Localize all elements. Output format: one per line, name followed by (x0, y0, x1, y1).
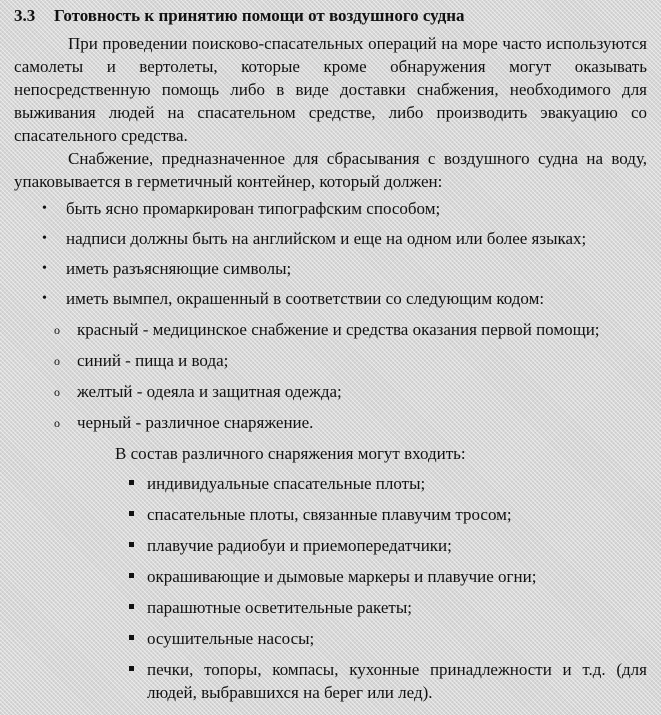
square-bullet-icon (129, 480, 134, 485)
list-item (14, 503, 647, 526)
circle-marker: o (54, 323, 60, 337)
list-item (14, 472, 647, 495)
section-heading (14, 4, 647, 27)
list-item (14, 411, 647, 434)
bullet-marker: • (42, 231, 47, 246)
equipment-list (14, 472, 647, 704)
list-item-text: индивидуальные спасательные плоты; (147, 474, 426, 493)
list-item-text: плавучие радиобуи и приемопередатчики; (147, 536, 452, 555)
section-number: 3.3 (14, 6, 36, 25)
square-bullet-icon (129, 666, 134, 671)
list-item-text: желтый - одеяла и защитная одежда; (77, 382, 342, 401)
list-item (14, 380, 647, 403)
circle-marker: o (54, 354, 60, 368)
bullet-marker: • (42, 261, 47, 276)
list-item-text: парашютные осветительные ракеты; (147, 598, 412, 617)
list-item-text: иметь разъясняющие символы; (66, 259, 292, 278)
container-requirements-list (14, 197, 647, 434)
square-bullet-icon (129, 511, 134, 516)
list-item (14, 257, 647, 280)
list-item-text: печки, топоры, компасы, кухонные принадлежности и т.д. (для людей, выбравшихся на берег или лед). (147, 660, 647, 702)
list-item-text: черный - различное снаряжение. (77, 413, 314, 432)
list-item-text: надписи должны быть на английском и еще на одном или более языках; (66, 229, 587, 248)
paragraph-supply: Снабжение, предназначенное для сбрасывания с воздушного судна на воду, упаковывается в герметичный контейнер, который должен: (14, 149, 647, 191)
list-item-text: красный - медицинское снабжение и средства оказания первой помощи; (77, 320, 600, 339)
list-item (14, 197, 647, 220)
section-title: Готовность к принятию помощи от воздушного судна (54, 6, 465, 25)
color-code-list (14, 318, 647, 434)
paragraph-intro: При проведении поисково-спасательных операций на море часто используются самолеты и вертолеты, которые кроме обнаружения могут оказывать непосредственную помощь либо в виде доставки снабжения, необходимого для выживания людей на спасательном средстве, либо производить эвакуацию со спасательного средства. (14, 34, 647, 145)
circle-marker: o (54, 416, 60, 430)
list-item (14, 627, 647, 650)
list-item-text: быть ясно промаркирован типографским способом; (66, 199, 441, 218)
equipment-intro: В состав различного снаряжения могут входить: (115, 444, 466, 463)
square-bullet-icon (129, 604, 134, 609)
list-item (14, 287, 647, 434)
list-item (14, 658, 647, 704)
bullet-marker: • (42, 291, 47, 306)
list-item (14, 596, 647, 619)
list-item-text: осушительные насосы; (147, 629, 315, 648)
list-item (14, 349, 647, 372)
square-bullet-icon (129, 573, 134, 578)
list-item-text: синий - пища и вода; (77, 351, 229, 370)
list-item-text: иметь вымпел, окрашенный в соответствии со следующим кодом: (66, 289, 545, 308)
list-item-text: окрашивающие и дымовые маркеры и плавучие огни; (147, 567, 537, 586)
bullet-marker: • (42, 201, 47, 216)
list-item-text: спасательные плоты, связанные плавучим тросом; (147, 505, 512, 524)
square-bullet-icon (129, 635, 134, 640)
list-item (14, 534, 647, 557)
square-bullet-icon (129, 542, 134, 547)
list-item (14, 318, 647, 341)
list-item (14, 565, 647, 588)
circle-marker: o (54, 385, 60, 399)
list-item (14, 227, 647, 250)
